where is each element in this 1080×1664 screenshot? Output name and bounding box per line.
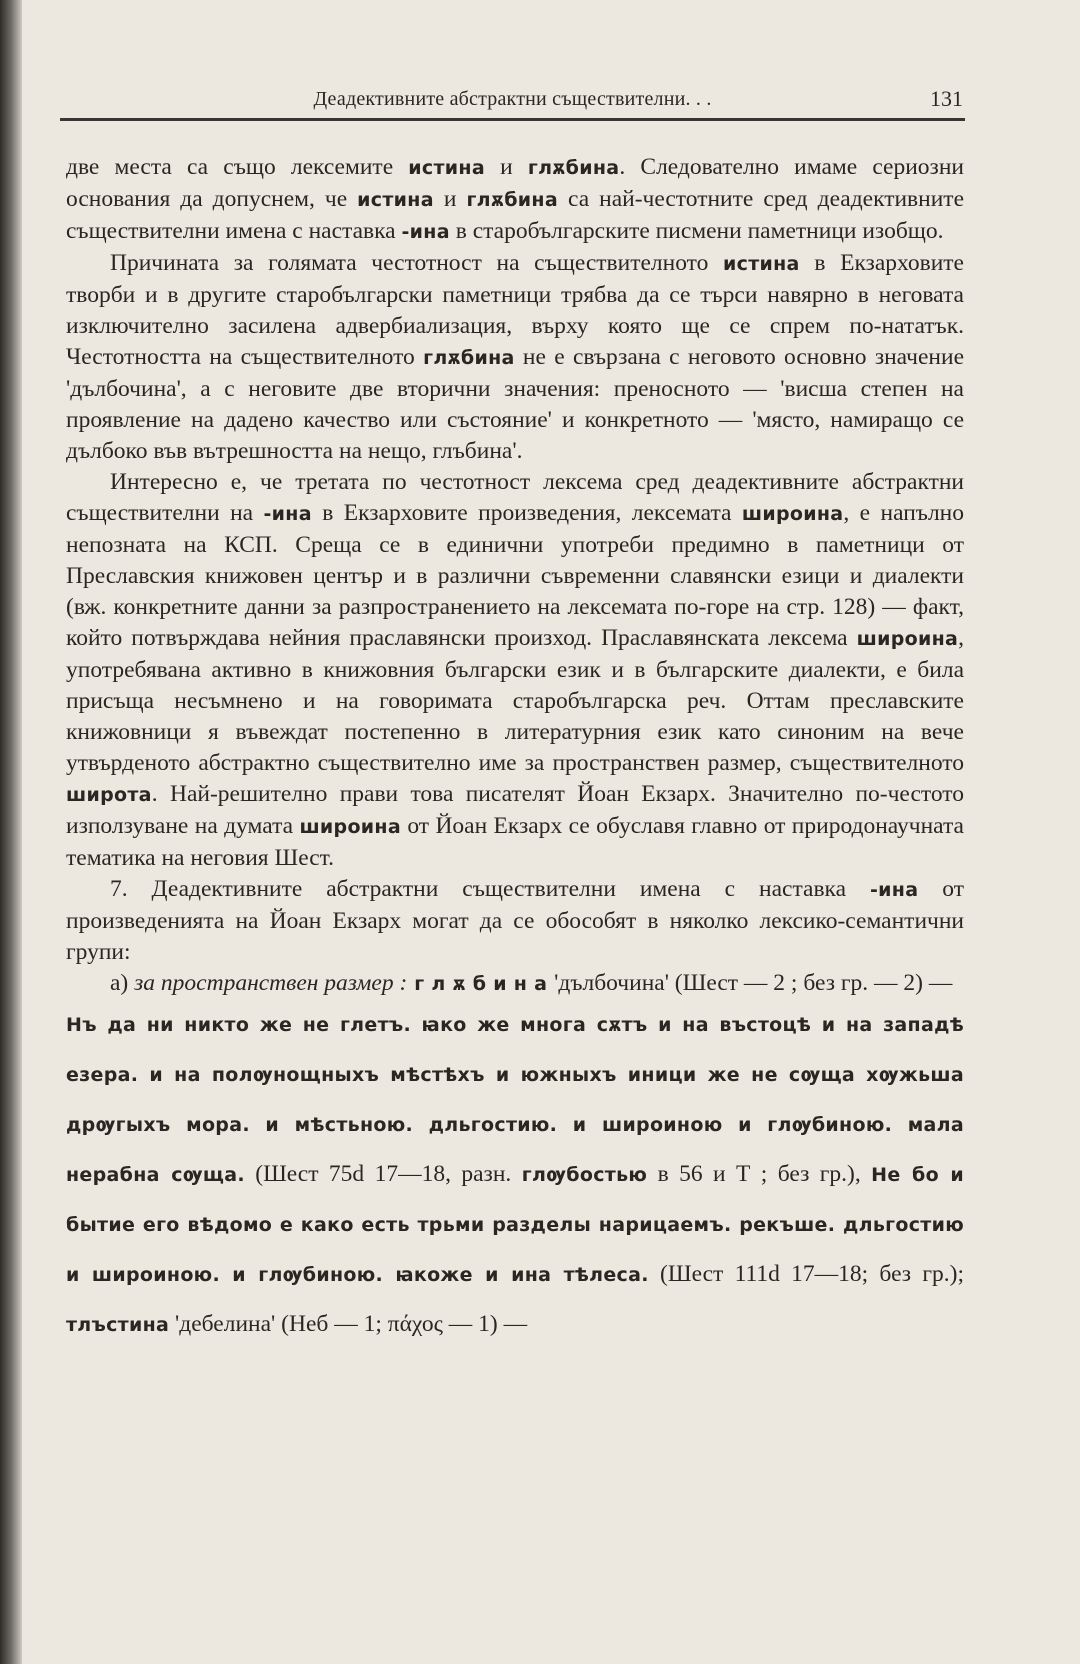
old-bulgarian-word: истина bbox=[357, 189, 434, 211]
old-bulgarian-word: тлъстина bbox=[66, 1314, 170, 1336]
old-bulgarian-word: широина bbox=[856, 628, 959, 650]
paragraph-5: а) за пространствен размер : г л ѫ б и н а 'дълбочина' (Шест — 2 ; без гр. — 2) — bbox=[110, 970, 953, 996]
header-rule bbox=[60, 118, 965, 121]
old-bulgarian-word: глѫбина bbox=[527, 157, 620, 179]
old-bulgarian-word: -ина bbox=[263, 503, 312, 525]
running-title: Деадективните абстрактни съществителни. . . bbox=[313, 88, 712, 110]
old-bulgarian-quote-block: Нъ да ни никто же не глетъ. ꙗко же многа сѫтъ и на въстоцѣ и на западѣ езера. и на полѹнощныхъ мѣстѣхъ и южныхъ иници же не сѹща хѹжьша дрѹгыхъ мора. и мѣстьною. дльгостию. и широиною и глѹбиною. мала нерабна сѹща. (Шест 75d 17—18, разн. глѹбостью в 56 и Т ; без гр.), Не бо и бытие его вѣдомо е како есть трьми разделы нарицаемъ. рекъше. дльгостию и широиною. и глѹбиною. ꙗкоже и ина тѣлеса. (Шест 111d 17—18; без гр.); тлъстина 'дебелина' (Неб — 1; πάχος — 1) — bbox=[66, 1014, 965, 1337]
old-bulgarian-word: глѫбина bbox=[466, 189, 558, 211]
body-text bbox=[66, 152, 964, 1350]
old-bulgarian-word: г л ѫ б и н а bbox=[407, 973, 555, 995]
old-bulgarian-word: широта bbox=[66, 784, 152, 806]
old-bulgarian-word: широина bbox=[299, 816, 401, 838]
old-bulgarian-word: истина bbox=[723, 253, 800, 275]
running-header bbox=[60, 84, 965, 124]
paragraph-4: 7. Деадективните абстрактни съществителни имена с наставка -ина от произведенията на Йоан Екзарх могат да се обособят в няколко лексико-семантични групи: bbox=[66, 876, 964, 965]
old-bulgarian-word: истина bbox=[408, 157, 485, 179]
old-bulgarian-quote: Не бо и бытие его вѣдомо е како есть трьми разделы нарицаемъ. рекъше. дльгостию и широиною. и глѹбиною. ꙗкоже и ина тѣлеса. bbox=[66, 1164, 965, 1286]
old-bulgarian-word: глѫбина bbox=[423, 347, 515, 369]
book-spine-shadow bbox=[0, 0, 22, 1664]
old-bulgarian-word: -ина bbox=[401, 221, 450, 243]
page-number: 131 bbox=[930, 86, 963, 111]
old-bulgarian-word: глѹбостью bbox=[521, 1164, 648, 1186]
italic-subheading: за пространствен размер : bbox=[134, 970, 408, 996]
old-bulgarian-word: широина bbox=[741, 503, 844, 525]
old-bulgarian-quote: Нъ да ни никто же не глетъ. ꙗко же многа сѫтъ и на въстоцѣ и на западѣ езера. и на полѹнощныхъ мѣстѣхъ и южныхъ иници же не сѹща хѹжьша дрѹгыхъ мора. и мѣстьною. дльгостию. и широиною и глѹбиною. мала нерабна сѹща. bbox=[66, 1014, 964, 1186]
paragraph-3: Интересно е, че третата по честотност лексема сред деадективните абстрактни съществителни на -ина в Екзарховите произведения, лексемата широина, е напълно непозната на КСП. Среща се в единични употреби предимно в паметници от Преславския книжовен център и в различни съвременни славянски езици и диалекти (вж. конкретните данни за разпространението на лексемата по-горе на стр. 128) — факт, който потвърждава нейния праславянски произход. Праславянската лексема широина, употребявана активно в книжовния български език и в българските диалекти, е била присъща несъмнено и на говоримата старобългарска реч. Оттам преславските книжовници я въвеждат постепенно в литературния език като синоним на вече утвърденото абстрактно съществително име за пространствен размер, съществителното широта. Най-решително прави това писателят Йоан Екзарх. Значително по-честото използуване на думата широина от Йоан Екзарх се обуславя главно от природонаучната тематика на неговия Шест. bbox=[66, 469, 964, 871]
old-bulgarian-word: -ина bbox=[869, 879, 919, 901]
paragraph-1: две места са също лексемите истина и глѫбина. Следователно имаме сериозни основания да допуснем, че истина и глѫбина са най-честотните сред деадективните съществителни имена с наставка -ина в старобългарските писмени паметници изобщо. bbox=[66, 154, 965, 244]
paragraph-2: Причината за голямата честотност на съществителното истина в Екзарховите творби и в другите старобългарски паметници трябва да се търси навярно в неговата изключително засилена адвербиализация, върху която ще се спрем по-нататък. Честотността на съществителното глѫбина не е свързана с неговото основно значение 'дълбочина', а с неговите две вторични значения: преносното — 'висша степен на проявление на дадено качество или състояние' и конкретното — 'място, намиращо се дълбоко във вътрешността на нещо, глъбина'. bbox=[66, 250, 965, 464]
